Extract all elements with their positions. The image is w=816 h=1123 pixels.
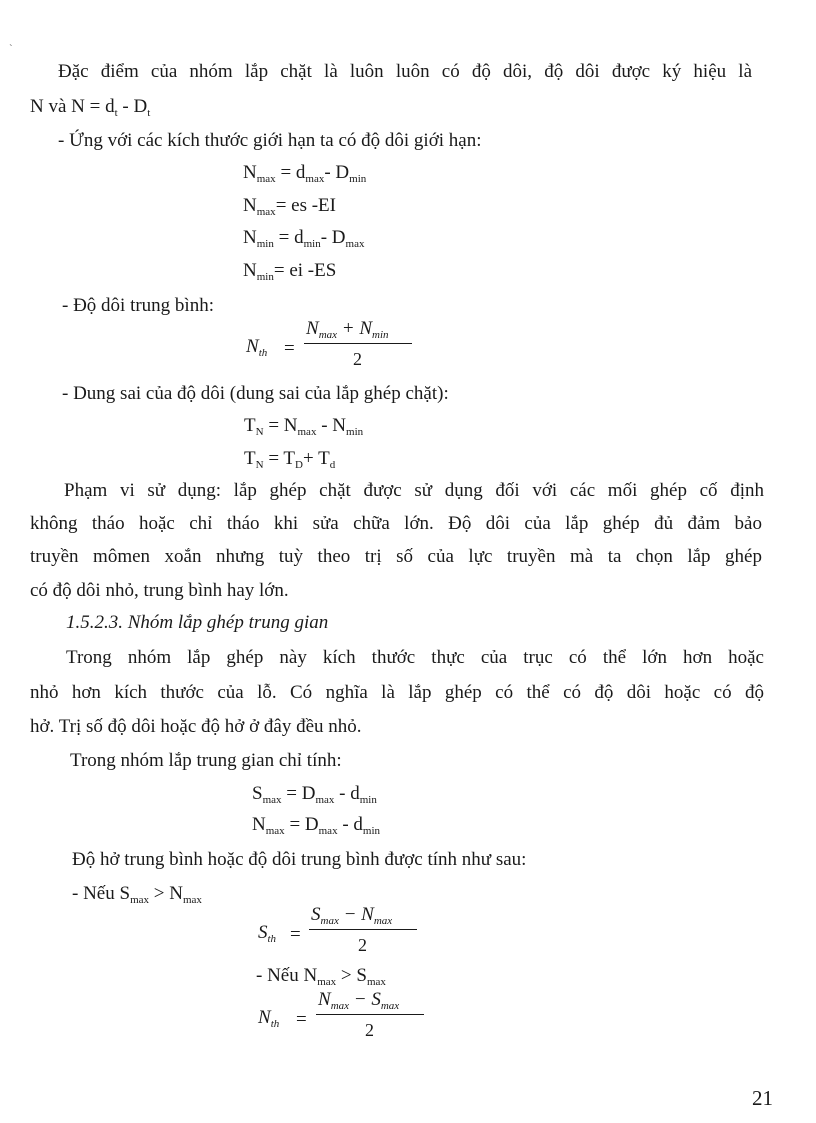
equals-sign: = [296, 1009, 307, 1030]
para1-line2: N và $N = d_t - D_t$ [30, 96, 151, 119]
formula-lhs: $S_{th}$ [258, 922, 277, 945]
equation-nmax-intermediate: $N_{max} = D_{max} - d_{min}$ [252, 814, 381, 837]
equation-smax: $S_{max} = D_{max} - d_{min}$ [252, 783, 377, 806]
page-number: 21 [752, 1086, 773, 1110]
fraction-denominator: 2 [353, 349, 362, 369]
formula-lhs: $N_{th}$ [258, 1007, 280, 1030]
average-intro: Độ hở trung bình hoặc độ dôi trung bình được tính như sau: [72, 849, 527, 870]
equals-sign: = [290, 924, 301, 945]
para1-line1: Đặc điểm của nhóm lắp chặt là luôn luôn có độ dôi, độ dôi được ký hiệu là [58, 61, 752, 82]
section-heading: 1.5.2.3. Nhóm lắp ghép trung gian [66, 612, 329, 633]
equation-nmin-1: $N_{min} = d_{min}-$ $D_{max}$ [243, 227, 365, 250]
case2-condition: - Nếu $N_{max} > S_{max}$ [256, 965, 386, 988]
equals-sign: = [284, 338, 295, 359]
formula-lhs: $N_{th}$ [246, 336, 268, 359]
para2-line1: Trong nhóm lắp ghép này kích thước thực của trục có thể lớn hơn hoặc [66, 647, 764, 668]
fraction-bar [316, 1014, 424, 1015]
para2-line3: hở. Trị số độ dôi hoặc độ hở ở đây đều nhỏ. [30, 716, 362, 737]
usage-line4: có độ dôi nhỏ, trung bình hay lớn. [30, 580, 289, 601]
fraction-numerator: $N_{max} - S_{max}$ [318, 989, 400, 1012]
equation-tn-2: $T_N = T_D+ T_d$ [244, 448, 336, 471]
equation-nmax-2: $N_{max}=$ es -EI [243, 195, 336, 218]
fraction-bar [309, 929, 417, 930]
usage-line3: truyền mômen xoắn nhưng tuỳ theo trị số của lực truyền mà ta chọn lắp ghép [30, 546, 762, 567]
usage-line2: không tháo hoặc chỉ tháo khi sửa chữa lớn. Độ dôi của lắp ghép đủ đảm bảo [30, 513, 762, 534]
stray-mark: ` [9, 43, 13, 55]
usage-line1: Phạm vi sử dụng: lắp ghép chặt được sử dụng đối với các mối ghép cố định [64, 480, 764, 501]
equation-tn-1: $T_N = N_{max} - N_{min}$ [244, 415, 364, 438]
mean-intro: - Độ dôi trung bình: [62, 295, 214, 316]
intermediate-intro: Trong nhóm lắp trung gian chỉ tính: [70, 750, 342, 771]
fraction-bar [304, 343, 412, 344]
fraction-denominator: 2 [365, 1020, 374, 1040]
fraction-numerator: $N_{max} + N_{min}$ [306, 318, 389, 341]
case1-condition: - Nếu $S_{max} > N_{max}$ [72, 883, 202, 906]
tolerance-intro: - Dung sai của độ dôi (dung sai của lắp ghép chặt): [62, 383, 449, 404]
para2-line2: nhỏ hơn kích thước của lỗ. Có nghĩa là lắp ghép có thể có độ dôi hoặc có độ [30, 682, 764, 703]
equation-nmax-1: $N_{max} = d_{max}-$ $D_{min}$ [243, 162, 367, 185]
equation-nmin-2: $N_{min}=$ ei -ES [243, 260, 337, 283]
fraction-denominator: 2 [358, 935, 367, 955]
limits-intro: - Ứng với các kích thước giới hạn ta có độ dôi giới hạn: [58, 130, 482, 151]
fraction-numerator: $S_{max} - N_{max}$ [311, 904, 393, 927]
